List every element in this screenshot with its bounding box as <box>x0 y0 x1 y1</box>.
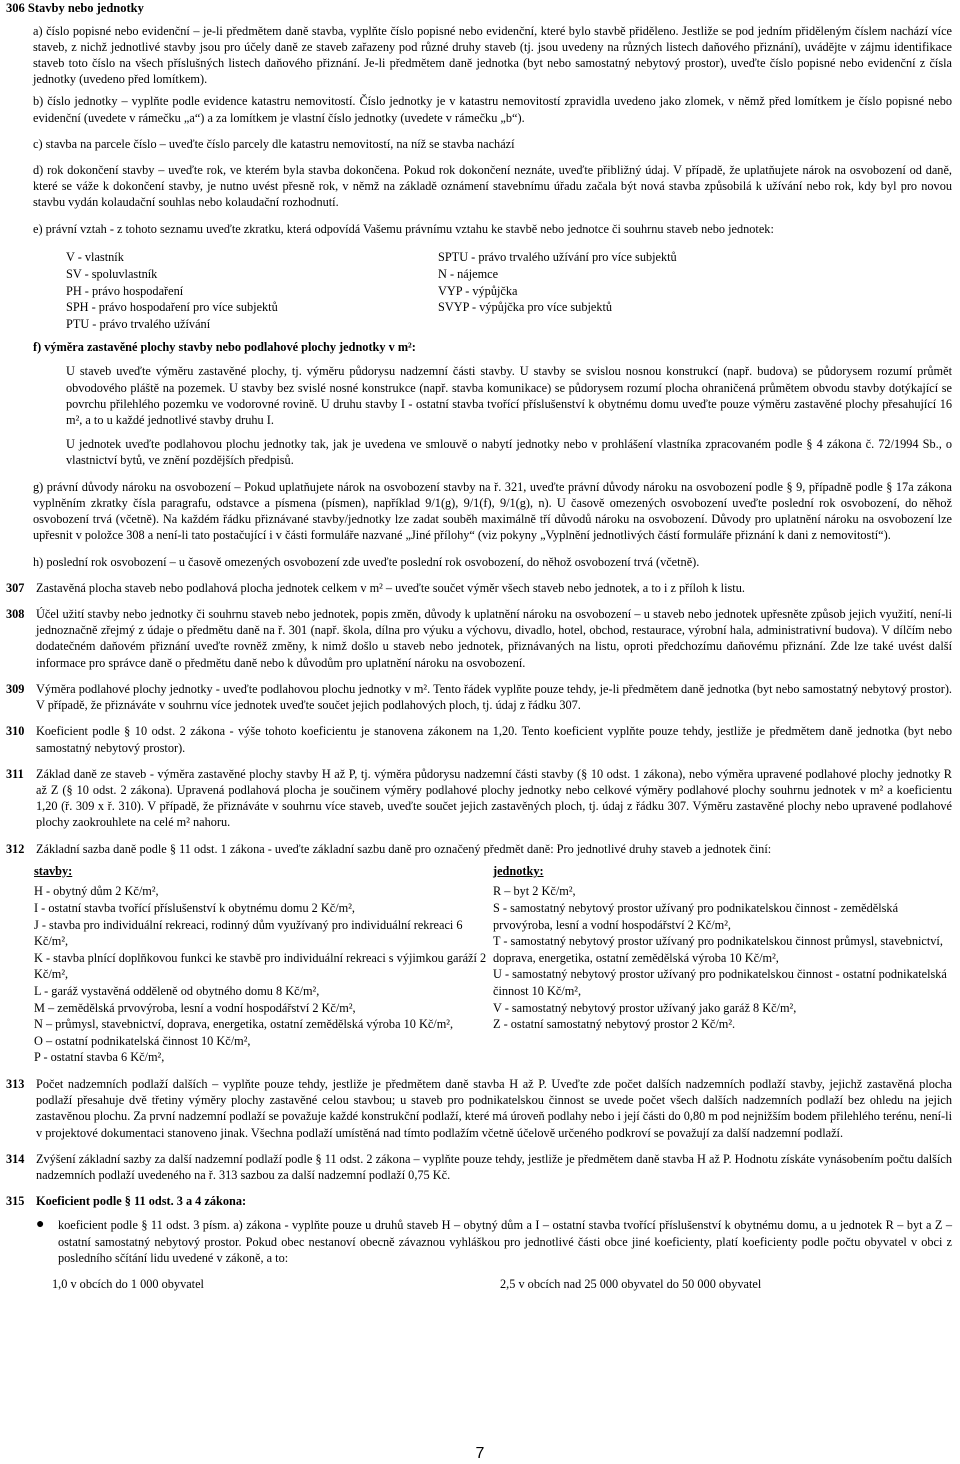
legal-relation-left <box>66 249 438 333</box>
row-308-text: Účel užití stavby nebo jednotky či souhrnu staveb nebo jednotek, popis změn, důvody k uplatnění nároku na osvobození – u staveb nebo jednotek upřesněte způsob jejich využití, není-li jednoznačně zřejmý z údaje o předmětu daně na ř. 301 (např. škola, dílna pro výuku a výchovu, divadlo, hotel, obchod, restaurace, výrobní hala, administrativní budova). V dílčím nebo dodatečném daňovém přiznání uveďte rovněž změny, k nimž došlo u staveb nebo jednotek, přiznávaných na listu, oproti předchozímu daňovému přiznání. Zde lze také uvést další informace pro správce daně o předmětu daně nebo k důvodům pro uplatnění nároku na osvobození. <box>36 606 952 670</box>
item-b: b) číslo jednotky – vyplňte podle evidence katastru nemovitostí. Číslo jednotky je v katastru nemovitostí zpravidla uvedeno jako zlomek, v němž před lomítkem je číslo popisné nebo evidenční (uvedete v rámečku „a“) a za lomítkem je vlastní číslo jednotky (uvedete v rámečku „b“). <box>33 94 952 125</box>
row-312-text: Základní sazba daně podle § 11 odst. 1 zákona - uveďte základní sazbu daně pro označený předmět daně: Pro jednotlivé druhy staveb a jednotek činí: <box>36 841 772 856</box>
item-c: c) stavba na parcele číslo – uveďte číslo parcely dle katastru nemovitostí, na níž se stavba nachází <box>33 136 515 151</box>
row-310: 310 Koeficient podle § 10 odst. 2 zákona - výše tohoto koeficientu je stanovena zákonem na 1,20. Tento koeficient vyplňte pouze tehdy, jestliže je předmětem daně jednotka (byt nebo samostatný nebytový prostor). <box>6 724 952 755</box>
row-314-text: Zvýšení základní sazby za další nadzemní podlaží podle § 11 odst. 2 zákona – vyplňte pouze tehdy, jestliže je předmětem daně stavba H až P. Hodnotu získáte vynásobením počtu dalších nadzemních podlaží uvedeného na ř. 313 sazbou za další nadzemní podlaží 0,75 Kč. <box>36 1151 952 1183</box>
row-311-text: Základ daně ze staveb - výměra zastavěné plochy stavby H až P, tj. výměra půdorysu nadzemní části stavby (§ 10 odst. 1 zákona), nebo výměra upravené podlahové plochy jednotky R až Z (§ 10 odst. 2 zákona). Upravená podlahová plocha je součinem výměry podlahové plochy jednotky nebo celkové výměry podlahové plochy souhrnu jednotek v m² a koeficientu 1,20 (ř. 309 x ř. 310). V případě, že přiznáváte v souhrnu více staveb, uveďte součet jejich zastavěných ploch, tj. údaj z řádku 307. Výměru zastavěné plochy nebo upravené podlahové plochy zaokrouhlete na celé m² nahoru. <box>36 766 952 830</box>
row-314: 314 Zvýšení základní sazby za další nadzemní podlaží podle § 11 odst. 2 zákona – vyplňte pouze tehdy, jestliže je předmětem daně stavba H až P. Hodnotu získáte vynásobením počtu dalších nadzemních podlaží uvedeného na ř. 313 sazbou za další nadzemní podlaží 0,75 Kč. <box>6 1151 952 1183</box>
legal-code: N - nájemce <box>438 266 499 281</box>
coefficient-text: koeficient podle § 11 odst. 3 písm. a) zákona - vyplňte pouze u druhů staveb H – obytný dům a I – ostatní stavba tvořící příslušenství k obytnému domu, a u jednotek R – byt a Z – ostatní samostatný nebytový prostor. Pokud obec nestanoví obecně závaznou vyhláškou pro jednotlivé části obce jiné koeficienty, platí koeficienty podle počtu obyvatel v obci z posledního sčítání lidu uvedené v zákoně, a to: <box>58 1218 952 1265</box>
item-e: e) právní vztah - z tohoto seznamu uveďte zkratku, která odpovídá Vašemu právnímu vztahu ke stavbě nebo jednotce či souhrnu staveb nebo jednotek: <box>33 221 774 236</box>
rates-jednotky <box>493 863 952 1066</box>
section-heading: 306 Stavby nebo jednotky <box>6 1 144 15</box>
legal-relation-right <box>438 249 810 333</box>
rate-item: I - ostatní stavba tvořící příslušenství k obytnému domu 2 Kč/m², <box>34 901 355 915</box>
legal-code: PTU - právo trvalého užívání <box>66 317 211 332</box>
legal-code: PH - právo hospodaření <box>66 283 184 298</box>
item-f-jednotky: U jednotek uveďte podlahovou plochu jednotky tak, jak je uvedena ve smlouvě o nabytí jednotky nebo v prohlášení vlastníka zpracovaném podle § 4 zákona č. 72/1994 Sb., o vlastnictví bytů, ve znění pozdějších předpisů. <box>66 437 952 468</box>
rate-item: L - garáž vystavěná odděleně od obytného domu 8 Kč/m², <box>34 983 320 998</box>
item-a: a) číslo popisné nebo evidenční – je-li předmětem daně stavba, vyplňte číslo popisné nebo evidenční, které bylo stavbě přiděleno. Jestliže se pod jedním přiděleným číslem nachází více staveb, z nichž jednotlivé stavby jsou pro účely daně ze staveb zařazeny pod různé druhy staveb (tj. jsou uvedeny na různých listech daňového přiznání), uvádějte v zájmu identifikace staveb toto číslo na všech příslušných listech daňového přiznání. Je-li předmětem daně jednotka (byt nebo samostatný nebytový prostor), uveďte číslo popisné nebo evidenční z čísla jednotky (uvedeno před lomítkem). <box>33 23 952 87</box>
jednotky-title: jednotky: <box>493 863 544 878</box>
row-315-text: Koeficient podle § 11 odst. 3 a 4 zákona: <box>36 1194 247 1209</box>
item-f: f) výměra zastavěné plochy stavby nebo podlahové plochy jednotky v m²: <box>33 340 416 355</box>
row-308: 308 Účel užití stavby nebo jednotky či souhrnu staveb nebo jednotek, popis změn, důvody k uplatnění nároku na osvobození – u staveb nebo jednotek upřesněte způsob jejich využití, není-li jednoznačně zřejmý z údaje o předmětu daně na ř. 301 (např. škola, dílna pro výuku a výchovu, divadlo, hotel, obchod, restaurace, výrobní hala, administrativní budova). V dílčím nebo dodatečném daňovém přiznání uveďte rovněž změny, k nimž došlo u staveb nebo jednotek, přiznávaných na listu, oproti předchozímu daňovému přiznání. Zde lze také uvést další informace pro správce daně o předmětu daně nebo k důvodům pro uplatnění nároku na osvobození. <box>6 606 952 670</box>
legal-relation-list <box>6 249 952 333</box>
row-315: 315 Koeficient podle § 11 odst. 3 a 4 zákona: <box>6 1193 952 1209</box>
legal-code: SVYP - výpůjčka pro více subjektů <box>438 300 613 315</box>
rate-item: K - stavba plnící doplňkovou funkci ke stavbě pro individuální rekreaci s výjimkou garáží 2 Kč/m², <box>34 950 487 982</box>
document-page <box>6 0 952 1292</box>
tax-rates <box>6 863 952 1066</box>
rate-item: T - samostatný nebytový prostor užívaný pro podnikatelskou činnost průmysl, stavebnictví, doprava, energetika, ostatní zemědělská výroba 10 Kč/m², <box>493 934 943 965</box>
item-g: g) právní důvody nároku na osvobození – Pokud uplatňujete nárok na osvobození stavby na ř. 321, uveďte právní důvody nároku na osvobození podle § 9, případně podle § 17a zákona vyplněním zkratky čísla paragrafu, odstavce a písmena (písmen), například 9/1(g), 9/1(f), 9/1(g), n). U časově omezených osvobození uveďte poslední rok osvobození, do něhož osvobození trvá (včetně). Na každém řádku přiznávané stavby/jednotky lze zadat souběh maximálně tří důvodů nároku na osvobození. Důvody pro uplatnění nároku na osvobození lze upřesnit v položce 308 a není-li tato postačující i v části formuláře nazvané „Jiné přílohy“ (viz pokyny „Vyplnění jednotlivých částí formuláře přiznání k dani z nemovitostí“). <box>33 479 952 543</box>
row-309-text: Výměra podlahové plochy jednotky - uveďte podlahovou plochu jednotky v m². Tento řádek vyplňte pouze tehdy, je-li předmětem daně jednotka (byt nebo samostatný nebytový prostor). V případě, že přiznáváte v souhrnu více jednotek uveďte součet jejich podlahových ploch, tj. údaj z řádku 307. <box>36 681 952 713</box>
item-h: h) poslední rok osvobození – u časově omezených osvobození zde uveďte poslední rok osvobození, do něhož osvobození trvá (včetně). <box>33 554 700 569</box>
legal-code: SPTU - právo trvalého užívání pro více subjektů <box>438 249 677 264</box>
rate-item: R – byt 2 Kč/m², <box>493 884 576 899</box>
rate-item: P - ostatní stavba 6 Kč/m², <box>34 1050 165 1065</box>
rate-item: Z - ostatní samostatný nebytový prostor 2 Kč/m². <box>493 1017 736 1032</box>
row-307-text: Zastavěná plocha staveb nebo podlahová plocha jednotek celkem v m² – uveďte součet výměr všech staveb nebo jednotek, a to i z příloh k listu. <box>36 580 745 595</box>
legal-code: V - vlastník <box>66 249 124 264</box>
row-312: 312 Základní sazba daně podle § 11 odst. 1 zákona - uveďte základní sazbu daně pro označený předmět daně: Pro jednotlivé druhy staveb a jednotek činí: <box>6 841 952 857</box>
row-313-text: Počet nadzemních podlaží dalších – vyplňte pouze tehdy, jestliže je předmětem daně stavba H až P. Uveďte zde počet dalších nadzemních podlaží stavby, jejichž zastavěná plocha podlaží přesahuje dvě třetiny výměry plochy zastavěné celou stavbou; u staveb pro podnikatelskou činnost se uvede počet všech dalších nadzemních podlaží bez ohledu na jejich zastavěnou plochu. Za první nadzemní podlaží se považuje každé konstrukční podlaží, které má úroveň podlahy nebo i její části do 0,80 m pod nejnižším bodem přilehlého terénu, není-li v projektové dokumentaci stanoveno jinak. Všechna podlaží umístěná nad tímto podlažím včetně účelově určeného podkroví se považují za další nadzemní podlaží. <box>36 1076 952 1140</box>
coefficient-values <box>6 1276 952 1292</box>
legal-code: VYP - výpůjčka <box>438 283 518 298</box>
legal-code: SPH - právo hospodaření pro více subjektů <box>66 300 278 315</box>
page-number: 7 <box>475 1445 485 1462</box>
row-309: 309 Výměra podlahové plochy jednotky - uveďte podlahovou plochu jednotky v m². Tento řádek vyplňte pouze tehdy, je-li předmětem daně jednotka (byt nebo samostatný nebytový prostor). V případě, že přiznáváte v souhrnu více jednotek uveďte součet jejich podlahových ploch, tj. údaj z řádku 307. <box>6 681 952 713</box>
rate-item: H - obytný dům 2 Kč/m², <box>34 884 159 899</box>
coefficient-small-town: 1,0 v obcích do 1 000 obyvatel <box>52 1277 204 1292</box>
coefficient-bullet <box>6 1217 952 1266</box>
row-310-text: Koeficient podle § 10 odst. 2 zákona - výše tohoto koeficientu je stanovena zákonem na 1,20. Tento koeficient vyplňte pouze tehdy, jestliže je předmětem daně jednotka (byt nebo samostatný nebytový prostor). <box>36 724 952 755</box>
rate-item: V - samostatný nebytový prostor užívaný jako garáž 8 Kč/m², <box>493 1000 797 1015</box>
rate-item: U - samostatný nebytový prostor užívaný pro podnikatelskou činnost - ostatní podnikatelská činnost 10 Kč/m², <box>493 967 947 998</box>
rate-item: O – ostatní podnikatelská činnost 10 Kč/m², <box>34 1033 251 1048</box>
rate-item: N – průmysl, stavebnictví, doprava, energetika, ostatní zemědělská výroba 10 Kč/m², <box>34 1017 454 1032</box>
rates-stavby <box>34 863 493 1066</box>
row-313: 313 Počet nadzemních podlaží dalších – vyplňte pouze tehdy, jestliže je předmětem daně stavba H až P. Uveďte zde počet dalších nadzemních podlaží stavby, jejichž zastavěná plocha podlaží přesahuje dvě třetiny výměry plochy zastavěné celou stavbou; u staveb pro podnikatelskou činnost se uvede počet všech dalších nadzemních podlaží bez ohledu na jejich zastavěnou plochu. Za první nadzemní podlaží se považuje každé konstrukční podlaží, které má úroveň podlahy nebo i její části do 0,80 m pod nejnižším bodem přilehlého terénu, není-li v projektové dokumentaci stanoveno jinak. Všechna podlaží umístěná nad tímto podlažím včetně účelově určeného podkroví se považují za další nadzemní podlaží. <box>6 1076 952 1140</box>
stavby-title: stavby: <box>34 863 73 878</box>
item-d: d) rok dokončení stavby – uveďte rok, ve kterém byla stavba dokončena. Pokud rok dokončení neznáte, uveďte přibližný údaj. V případě, že uplatňujete nárok na osvobození od daně, které se váže k dokončení stavby, je nutno uvést přesně rok, v němž na základě oznámení stavebnímu úřadu začala být nová stavba způsobilá k užívání nebo rok, kdy byl pro novou stavbu vydán kolaudační souhlas nebo kolaudační rozhodnutí. <box>33 163 952 210</box>
bullet-icon: ● <box>36 1217 45 1233</box>
row-307: 307 Zastavěná plocha staveb nebo podlahová plocha jednotek celkem v m² – uveďte součet výměr všech staveb nebo jednotek, a to i z příloh k listu. <box>6 580 952 596</box>
item-f-stavby: U staveb uveďte výměru zastavěné plochy, tj. výměru půdorysu nadzemní části stavby. U stavby se svislou nosnou konstrukcí (např. budova) se půdorysem rozumí průmět obvodového pláště na pozemek. U stavby bez svislé nosné konstrukce (např. stavba komunikace) se půdorysem rozumí plocha ohraničená průmětem obvodu stavby dotýkající se povrchu přilehlého pozemku ve vodorovné rovině. U druhu stavby I - ostatní stavba tvořící příslušenství k obytnému domu uveďte pouze výměru zastavěné plochy přesahující 16 m², a to u každé jednotlivé stavby druhu I. <box>66 364 952 427</box>
rate-item: M – zemědělská prvovýroba, lesní a vodní hospodářství 2 Kč/m², <box>34 1000 356 1015</box>
coefficient-large-town: 2,5 v obcích nad 25 000 obyvatel do 50 000 obyvatel <box>500 1277 762 1292</box>
legal-code: SV - spoluvlastník <box>66 266 158 281</box>
rate-item: S - samostatný nebytový prostor užívaný pro podnikatelskou činnost - zemědělská prvovýroba, lesní a vodní hospodářství 2 Kč/m², <box>493 901 899 932</box>
rate-item: J - stavba pro individuální rekreaci, rodinný dům využívaný pro individuální rekreaci 6 Kč/m², <box>34 917 463 949</box>
row-311: 311 Základ daně ze staveb - výměra zastavěné plochy stavby H až P, tj. výměra půdorysu nadzemní části stavby (§ 10 odst. 1 zákona), nebo výměra upravené podlahové plochy jednotky R až Z (§ 10 odst. 2 zákona). Upravená podlahová plocha je součinem výměry podlahové plochy jednotky nebo celkové výměry podlahové plochy souhrnu jednotek v m² a koeficientu 1,20 (ř. 309 x ř. 310). V případě, že přiznáváte v souhrnu více staveb, uveďte součet jejich zastavěných ploch, tj. údaj z řádku 307. Výměru zastavěné plochy nebo upravené podlahové plochy zaokrouhlete na celé m² nahoru. <box>6 766 952 830</box>
